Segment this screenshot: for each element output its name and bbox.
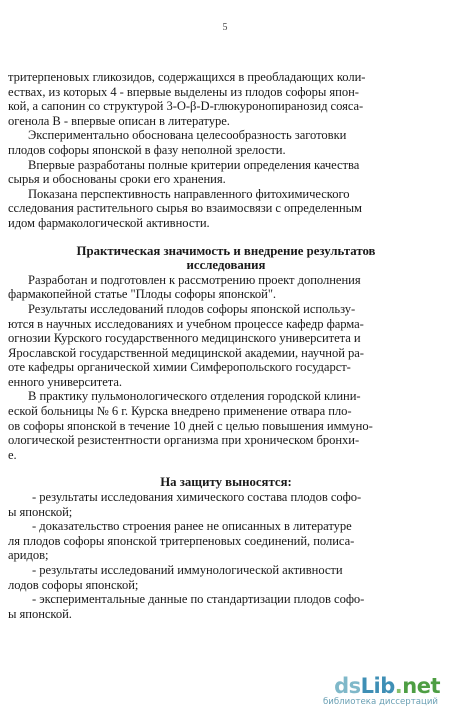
dslib-logo: dsLib.net <box>334 674 440 698</box>
text-line: тритерпеновых гликозидов, содержащихся в преобладающих коли- <box>8 70 366 84</box>
text-line: Разработан и подготовлен к рассмотрению проект дополнения <box>28 272 361 287</box>
text-line: плодов софоры японской в фазу неполной зрелости. <box>8 142 286 157</box>
text-line: ля плодов софоры японской тритерпеновых соединений, полиса- <box>8 533 355 548</box>
text-line: кой, а сапонин со структурой 3-О-β-D-глюкуронопиранозид сояса- <box>8 99 364 114</box>
paragraph-novelty <box>8 70 444 231</box>
text-line: енного университета. <box>8 374 123 389</box>
section-heading: Практическая значимость и внедрение результатов <box>76 243 376 258</box>
text-line: ествах, из которых 4 - впервые выделены из плодов софоры япон- <box>8 84 359 99</box>
section-heading: На защиту выносятся: <box>160 475 292 490</box>
list-item: - экспериментальные данные по стандартизации плодов софо- <box>32 592 365 607</box>
text-line: Впервые разработаны полные критерии определения качества <box>28 157 360 172</box>
list-item: - результаты исследования химического состава плодов софо- <box>32 490 362 505</box>
text-line: огенола В - впервые описан в литературе. <box>8 113 230 128</box>
text-line: Результаты исследований плодов софоры японской использу- <box>28 301 356 316</box>
list-item: - результаты исследований иммунологической активности <box>32 563 343 577</box>
text-line: оте кафедры органической химии Симферопольского государст- <box>8 360 351 375</box>
text-line: лодов софоры японской; <box>8 577 139 592</box>
section-practical-significance <box>8 244 444 463</box>
text-line: Экспериментально обоснована целесообразность заготовки <box>28 128 347 143</box>
list-item: - доказательство строения ранее не описанных в литературе <box>32 519 352 534</box>
text-line: ов софоры японской в течение 10 дней с целью повышения иммуно- <box>8 418 373 433</box>
text-line: еской больницы № 6 г. Курска внедрено применение отвара пло- <box>8 404 352 419</box>
text-line: Показана перспективность направленного фитохимического <box>28 186 350 201</box>
text-line: ются в научных исследованиях и учебном процессе кафедр фарма- <box>8 316 364 331</box>
text-line: аридов; <box>8 548 49 563</box>
section-heading: исследования <box>186 258 266 273</box>
text-line: е. <box>8 447 17 462</box>
section-defense-points <box>8 475 444 621</box>
page-number: 5 <box>222 22 228 33</box>
text-line: сследования растительного сырья во взаимосвязи с определенным <box>8 201 362 216</box>
text-line: ы японской; <box>8 504 73 519</box>
text-line: ы японской. <box>8 606 72 621</box>
text-line: фармакопейной статье "Плоды софоры японской". <box>8 287 277 302</box>
dslib-subtitle: библиотека диссертаций <box>322 697 438 707</box>
text-line: ологической резистентности организма при хроническом бронхи- <box>8 433 360 448</box>
document-body <box>8 70 444 621</box>
text-line: огнозии Курского государственного медицинского университета и <box>8 331 361 346</box>
text-line: Ярославской государственной медицинской академии, научной ра- <box>8 345 364 360</box>
text-line: идом фармакологической активности. <box>8 215 210 230</box>
dslib-watermark <box>290 675 440 709</box>
text-line: сырья и обоснованы сроки его хранения. <box>8 172 226 187</box>
text-line: В практику пульмонологического отделения городской клини- <box>28 389 361 404</box>
